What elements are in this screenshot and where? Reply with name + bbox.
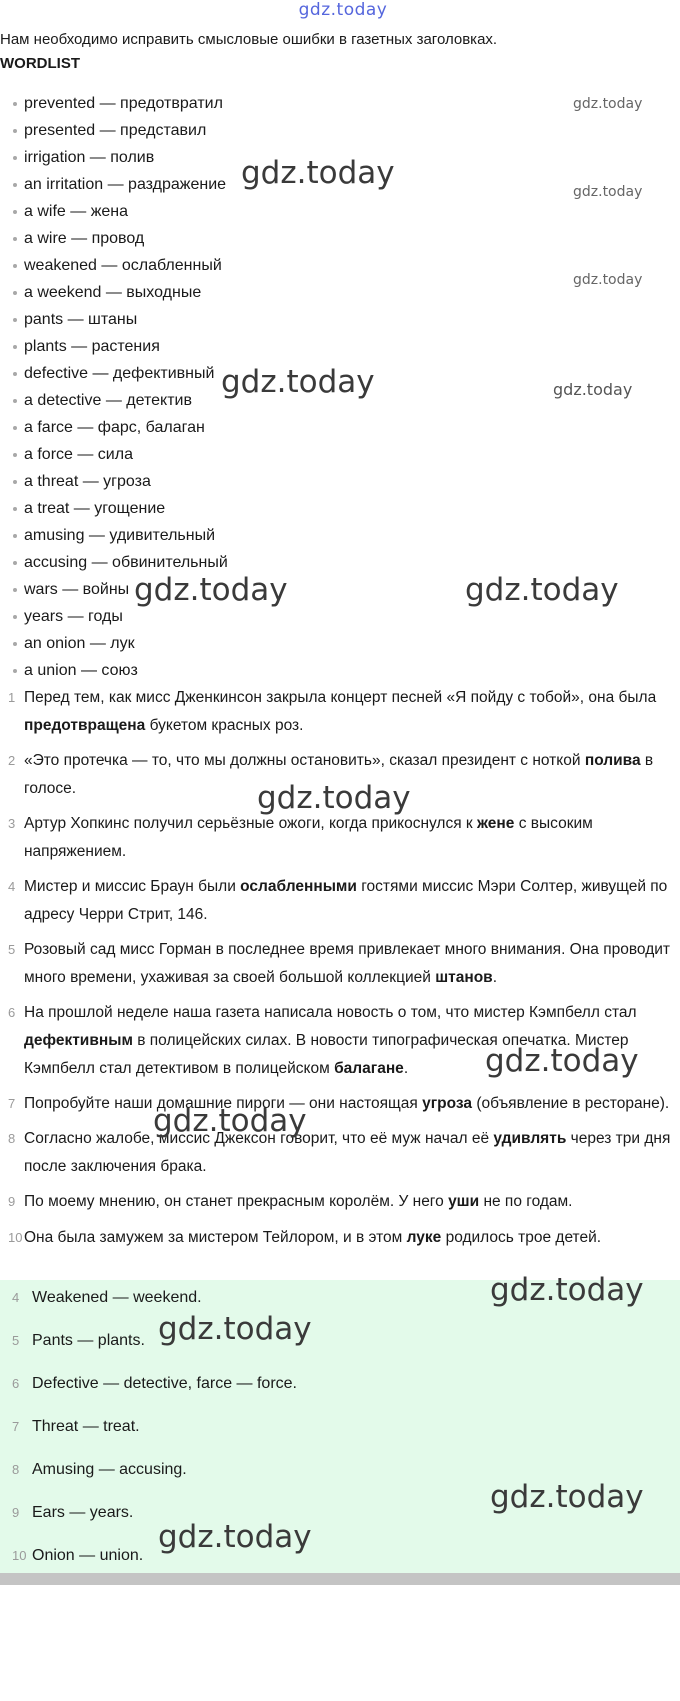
wordlist-item: irrigation — полив xyxy=(0,144,228,171)
sentence-text: Согласно жалобе, миссис Джексон говорит, что её муж начал её xyxy=(24,1130,494,1147)
wordlist-item: amusing — удивительный xyxy=(0,522,228,549)
sentence-number: 6 xyxy=(8,1005,16,1020)
wordlist-item: years — годы xyxy=(0,603,228,630)
wordlist-item: a treat — угощение xyxy=(0,495,228,522)
wordlist-item: prevented — предотвратил xyxy=(0,90,228,117)
sentence-list xyxy=(0,684,680,1254)
sentence-text: . xyxy=(403,1060,409,1077)
sentence-text: гостями миссис Мэри Солтер, живущей по адресу Черри Стрит, 146. xyxy=(24,878,668,923)
sentence-item xyxy=(0,684,680,740)
answer-item xyxy=(0,1409,680,1452)
watermark: gdz.today xyxy=(573,96,643,112)
intro-text: Нам необходимо исправить смысловые ошибки в газетных заголовках. xyxy=(0,31,498,48)
wordlist-item: presented — представил xyxy=(0,117,228,144)
wordlist-heading: WORDLIST xyxy=(0,55,80,72)
highlighted-word: уши xyxy=(448,1193,480,1210)
sentence-text: Перед тем, как мисс Дженкинсон закрыла концерт песней «Я пойду с тобой», она была xyxy=(24,689,657,706)
highlighted-word: предотвращена xyxy=(24,717,146,734)
highlighted-word: угроза xyxy=(422,1095,473,1112)
answer-text: Threat — treat. xyxy=(32,1418,140,1435)
watermark: gdz.today xyxy=(465,572,619,608)
wordlist-item: weakened — ослабленный xyxy=(0,252,228,279)
watermark: gdz.today xyxy=(553,380,633,399)
watermark: gdz.today xyxy=(490,1479,644,1515)
answer-text: Weakened — weekend. xyxy=(32,1289,202,1306)
highlighted-word: дефективным xyxy=(24,1032,133,1049)
sentence-item xyxy=(0,1090,680,1118)
sentence-text: Артур Хопкинс получил серьёзные ожоги, когда прикоснулся к xyxy=(24,815,478,832)
sentence-number: 9 xyxy=(8,1194,16,1209)
sentence-text: в полицейских силах. В новости типографическая опечатка. Мистер Кэмпбелл стал детективом в полицейском xyxy=(24,1032,629,1077)
highlighted-word: штанов xyxy=(435,969,493,986)
wordlist-item: a farce — фарс, балаган xyxy=(0,414,228,441)
watermark: gdz.today xyxy=(490,1272,644,1308)
highlighted-word: удивлять xyxy=(493,1130,567,1147)
watermark: gdz.today xyxy=(573,272,643,288)
answers-block xyxy=(0,1280,680,1573)
watermark: gdz.today xyxy=(221,364,375,400)
sentence-number: 8 xyxy=(8,1131,16,1146)
answer-number: 5 xyxy=(12,1333,20,1348)
wordlist-item: a wire — провод xyxy=(0,225,228,252)
answer-number: 6 xyxy=(12,1376,20,1391)
sentence-number: 10 xyxy=(8,1230,23,1245)
watermark: gdz.today xyxy=(573,184,643,200)
wordlist-item: a union — союз xyxy=(0,657,228,684)
wordlist-item: accusing — обвинительный xyxy=(0,549,228,576)
sentence-number: 3 xyxy=(8,816,16,831)
sentence-text: Она была замужем за мистером Тейлором, и в этом xyxy=(24,1229,407,1246)
sentence-item xyxy=(0,1224,680,1252)
wordlist-item: a weekend — выходные xyxy=(0,279,228,306)
sentence-item xyxy=(0,873,680,929)
answer-text: Ears — years. xyxy=(32,1504,134,1521)
watermark: gdz.today xyxy=(485,1043,639,1079)
divider-bar xyxy=(0,1573,680,1585)
answer-number: 7 xyxy=(12,1419,20,1434)
sentence-text: через три дня после заключения брака. xyxy=(24,1130,671,1175)
wordlist-item: a detective — детектив xyxy=(0,387,228,414)
wordlist-item: defective — дефективный xyxy=(0,360,228,387)
highlighted-word: полива xyxy=(584,752,641,769)
watermark: gdz.today xyxy=(134,572,288,608)
sentence-number: 5 xyxy=(8,942,16,957)
wordlist-item: a threat — угроза xyxy=(0,468,228,495)
wordlist-item: a force — сила xyxy=(0,441,228,468)
wordlist-item: wars — войны xyxy=(0,576,228,603)
sentence-text: не по годам. xyxy=(479,1193,573,1210)
answer-text: Onion — union. xyxy=(32,1547,144,1564)
answer-item xyxy=(0,1323,680,1366)
sentence-item xyxy=(0,936,680,992)
answer-number: 10 xyxy=(12,1548,27,1563)
sentence-number: 7 xyxy=(8,1096,16,1111)
sentence-number: 4 xyxy=(8,879,16,894)
highlighted-word: ослабленными xyxy=(240,878,357,895)
highlighted-word: жене xyxy=(477,815,515,832)
wordlist-item: an onion — лук xyxy=(0,630,228,657)
watermark: gdz.today xyxy=(257,780,411,816)
answer-text: Defective — detective, farce — force. xyxy=(32,1375,297,1392)
wordlist-item: pants — штаны xyxy=(0,306,228,333)
sentence-item xyxy=(0,1125,680,1181)
wordlist-item: a wife — жена xyxy=(0,198,228,225)
watermark: gdz.today xyxy=(241,155,395,191)
site-logo[interactable]: gdz.today xyxy=(298,0,388,20)
sentence-text: Мистер и миссис Браун были xyxy=(24,878,241,895)
answer-text: Pants — plants. xyxy=(32,1332,145,1349)
answer-text: Amusing — accusing. xyxy=(32,1461,187,1478)
wordlist-item: plants — растения xyxy=(0,333,228,360)
sentence-text: в голосе. xyxy=(24,752,654,797)
sentence-item xyxy=(0,1188,680,1216)
sentence-text: «Это протечка — то, что мы должны остановить», сказал президент с ноткой xyxy=(24,752,585,769)
watermark: gdz.today xyxy=(153,1103,307,1139)
sentence-number: 2 xyxy=(8,753,16,768)
wordlist-item: an irritation — раздражение xyxy=(0,171,228,198)
sentence-text: На прошлой неделе наша газета написала новость о том, что мистер Кэмпбелл стал xyxy=(24,1004,637,1021)
sentence-text: (объявление в ресторане). xyxy=(472,1095,670,1112)
sentence-number: 1 xyxy=(8,690,16,705)
answer-number: 8 xyxy=(12,1462,20,1477)
sentence-text: Попробуйте наши домашние пироги — они настоящая xyxy=(24,1095,423,1112)
sentence-text: . xyxy=(492,969,498,986)
sentence-text: родилось трое детей. xyxy=(441,1229,602,1246)
answer-number: 4 xyxy=(12,1290,20,1305)
sentence-item xyxy=(0,810,680,866)
answer-number: 9 xyxy=(12,1505,20,1520)
sentence-text: букетом красных роз. xyxy=(145,717,304,734)
sentence-text: Розовый сад мисс Горман в последнее время привлекает много внимания. Она проводит много времени, ухаживая за своей большой коллекцией xyxy=(24,941,671,986)
watermark: gdz.today xyxy=(158,1519,312,1555)
watermark: gdz.today xyxy=(158,1311,312,1347)
answer-item xyxy=(0,1366,680,1409)
highlighted-word: луке xyxy=(406,1229,442,1246)
highlighted-word: балагане xyxy=(334,1060,404,1077)
sentence-text: По моему мнению, он станет прекрасным королём. У него xyxy=(24,1193,449,1210)
sentence-text: с высоким напряжением. xyxy=(24,815,593,860)
